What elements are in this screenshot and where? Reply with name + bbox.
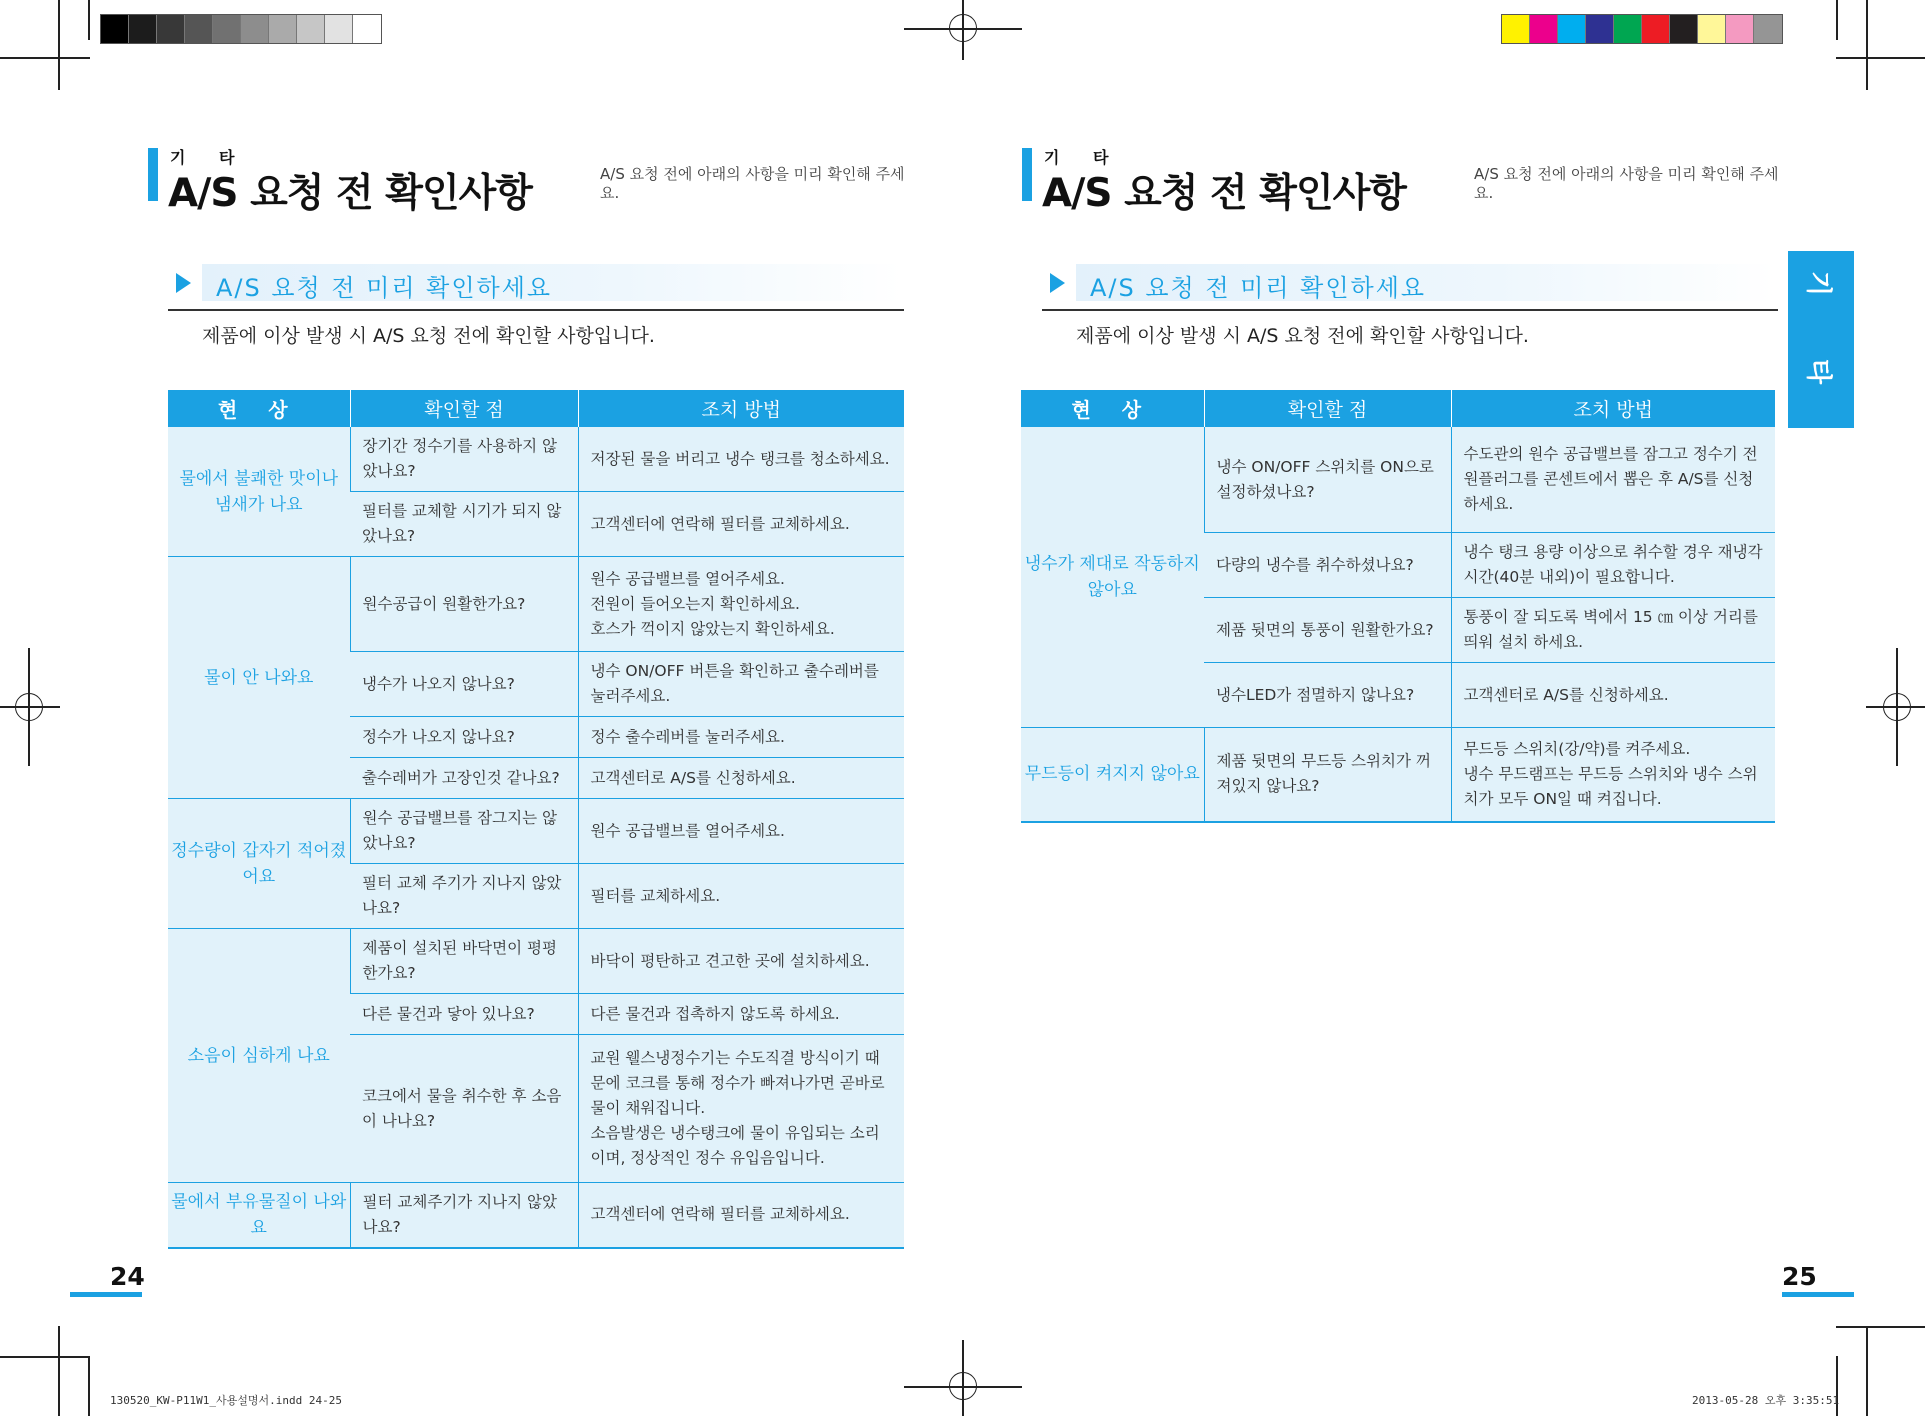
- check-cell: 다른 물건과 닿아 있나요?: [350, 994, 578, 1035]
- action-cell: 다른 물건과 접촉하지 않도록 하세요.: [578, 994, 904, 1035]
- symptom-cell: 정수량이 갑자기 적어졌어요: [168, 799, 350, 929]
- table-row: [168, 1183, 904, 1248]
- action-cell: 저장된 물을 버리고 냉수 탱크를 청소하세요.: [578, 427, 904, 492]
- registration-mark-top: [949, 14, 977, 42]
- color-swatch: [325, 15, 353, 43]
- color-swatch: [1586, 15, 1614, 43]
- slug-date-info: 2013-05-28 오후 3:35:51: [1692, 1394, 1840, 1407]
- action-cell: 고객센터로 A/S를 신청하세요.: [578, 758, 904, 799]
- symptom-cell: 소음이 심하게 나요: [168, 929, 350, 1183]
- action-cell: 고객센터로 A/S를 신청하세요.: [1451, 663, 1775, 728]
- section-arrow-icon: [1050, 273, 1065, 293]
- action-cell: 교원 웰스냉정수기는 수도직결 방식이기 때문에 코크를 통해 정수가 빠져나가면 곧바로 물이 채워집니다. 소음발생은 냉수탱크에 물이 유입되는 소리이며, 정상적인 정수 유입음입니다.: [578, 1035, 904, 1183]
- table-row: [1021, 728, 1775, 822]
- table-row: [168, 929, 904, 994]
- section-rule: [1042, 309, 1778, 311]
- section-title: A/S 요청 전 미리 확인하세요: [216, 274, 553, 302]
- color-swatch: [1670, 15, 1698, 43]
- color-swatch: [1642, 15, 1670, 43]
- page-number: 25: [1782, 1262, 1817, 1291]
- color-swatch: [1502, 15, 1530, 43]
- check-cell: 필터를 교체할 시기가 되지 않았나요?: [350, 492, 578, 557]
- check-cell: 필터 교체주기가 지나지 않았나요?: [350, 1183, 578, 1248]
- symptom-cell: 물에서 불쾌한 맛이나 냄새가 나요: [168, 427, 350, 557]
- action-cell: 정수 출수레버를 눌러주세요.: [578, 717, 904, 758]
- header-check: 확인할 점: [1204, 390, 1451, 427]
- check-cell: 원수공급이 원활한가요?: [350, 557, 578, 652]
- registration-mark-bottom: [949, 1372, 977, 1400]
- check-cell: 제품 뒷면의 통풍이 원활한가요?: [1204, 598, 1451, 663]
- color-swatch: [297, 15, 325, 43]
- check-cell: 장기간 정수기를 사용하지 않았나요?: [350, 427, 578, 492]
- page-note: A/S 요청 전에 아래의 사항을 미리 확인해 주세요.: [600, 165, 905, 202]
- symptom-cell: 물에서 부유물질이 나와요: [168, 1183, 350, 1248]
- table-row: [168, 557, 904, 652]
- troubleshooting-table: [168, 390, 904, 1249]
- action-cell: 바닥이 평탄하고 견고한 곳에 설치하세요.: [578, 929, 904, 994]
- registration-mark-right: [1883, 693, 1911, 721]
- section-description: 제품에 이상 발생 시 A/S 요청 전에 확인할 사항입니다.: [202, 325, 655, 347]
- action-cell: 고객센터에 연락해 필터를 교체하세요.: [578, 492, 904, 557]
- check-cell: 제품이 설치된 바닥면이 평평한가요?: [350, 929, 578, 994]
- check-cell: 제품 뒷면의 무드등 스위치가 꺼져있지 않나요?: [1204, 728, 1451, 822]
- process-color-bar: [1501, 14, 1783, 44]
- table-row: [168, 427, 904, 492]
- color-swatch: [185, 15, 213, 43]
- color-swatch: [1558, 15, 1586, 43]
- color-swatch: [353, 15, 381, 43]
- grayscale-color-bar: [100, 14, 382, 44]
- check-cell: 냉수LED가 점멸하지 않나요?: [1204, 663, 1451, 728]
- color-swatch: [129, 15, 157, 43]
- color-swatch: [1698, 15, 1726, 43]
- section-title: A/S 요청 전 미리 확인하세요: [1090, 274, 1427, 302]
- action-cell: 수도관의 원수 공급밸브를 잠그고 정수기 전원플러그를 콘센트에서 뽑은 후 A/S를 신청하세요.: [1451, 427, 1775, 533]
- section-arrow-icon: [176, 273, 191, 293]
- color-swatch: [1726, 15, 1754, 43]
- section-rule: [168, 309, 904, 311]
- page-title: A/S 요청 전 확인사항: [1042, 171, 1406, 216]
- section-description: 제품에 이상 발생 시 A/S 요청 전에 확인할 사항입니다.: [1076, 325, 1529, 347]
- action-cell: 원수 공급밸브를 열어주세요. 전원이 들어오는지 확인하세요. 호스가 꺽이지 않았는지 확인하세요.: [578, 557, 904, 652]
- symptom-cell: 물이 안 나와요: [168, 557, 350, 799]
- header-action: 조치 방법: [578, 390, 904, 427]
- page-number-bar: [70, 1292, 142, 1297]
- color-swatch: [1754, 15, 1782, 43]
- slug-file-info: 130520_KW-P11W1_사용설명서.indd 24-25: [110, 1394, 342, 1407]
- title-accent-bar: [1022, 148, 1032, 201]
- side-tab-char: 타: [1803, 358, 1834, 385]
- check-cell: 다량의 냉수를 취수하셨나요?: [1204, 533, 1451, 598]
- title-accent-bar: [148, 148, 158, 201]
- check-cell: 냉수가 나오지 않나요?: [350, 652, 578, 717]
- check-cell: 출수레버가 고장인것 같나요?: [350, 758, 578, 799]
- troubleshooting-table: [1021, 390, 1775, 823]
- page-number: 24: [110, 1262, 145, 1291]
- symptom-cell: 냉수가 제대로 작동하지 않아요: [1021, 427, 1204, 728]
- color-swatch: [1614, 15, 1642, 43]
- registration-mark-left: [15, 693, 43, 721]
- header-symptom: 현 상: [168, 390, 350, 427]
- symptom-cell: 무드등이 켜지지 않아요: [1021, 728, 1204, 822]
- color-swatch: [101, 15, 129, 43]
- color-swatch: [269, 15, 297, 43]
- page-title: A/S 요청 전 확인사항: [168, 171, 532, 216]
- color-swatch: [213, 15, 241, 43]
- action-cell: 원수 공급밸브를 열어주세요.: [578, 799, 904, 864]
- check-cell: 원수 공급밸브를 잠그지는 않았나요?: [350, 799, 578, 864]
- color-swatch: [241, 15, 269, 43]
- color-swatch: [157, 15, 185, 43]
- table-row: [1021, 427, 1775, 533]
- color-swatch: [1530, 15, 1558, 43]
- action-cell: 통풍이 잘 되도록 벽에서 15 ㎝ 이상 거리를 띄워 설치 하세요.: [1451, 598, 1775, 663]
- category-label: 기 타: [170, 148, 249, 167]
- table-row: [168, 799, 904, 864]
- check-cell: 필터 교체 주기가 지나지 않았나요?: [350, 864, 578, 929]
- header-check: 확인할 점: [350, 390, 578, 427]
- check-cell: 냉수 ON/OFF 스위치를 ON으로 설정하셨나요?: [1204, 427, 1451, 533]
- action-cell: 냉수 탱크 용량 이상으로 취수할 경우 재냉각 시간(40분 내외)이 필요합니다.: [1451, 533, 1775, 598]
- check-cell: 코크에서 물을 취수한 후 소음이 나나요?: [350, 1035, 578, 1183]
- side-tab-char: 기: [1803, 270, 1834, 297]
- action-cell: 무드등 스위치(강/약)를 켜주세요. 냉수 무드램프는 무드등 스위치와 냉수 스위치가 모두 ON일 때 켜집니다.: [1451, 728, 1775, 822]
- action-cell: 필터를 교체하세요.: [578, 864, 904, 929]
- action-cell: 냉수 ON/OFF 버튼을 확인하고 출수레버를 눌러주세요.: [578, 652, 904, 717]
- category-label: 기 타: [1044, 148, 1123, 167]
- page-note: A/S 요청 전에 아래의 사항을 미리 확인해 주세요.: [1474, 165, 1779, 202]
- header-symptom: 현 상: [1021, 390, 1204, 427]
- page-number-bar: [1782, 1292, 1854, 1297]
- header-action: 조치 방법: [1451, 390, 1775, 427]
- action-cell: 고객센터에 연락해 필터를 교체하세요.: [578, 1183, 904, 1248]
- check-cell: 정수가 나오지 않나요?: [350, 717, 578, 758]
- side-tab: [1788, 251, 1854, 428]
